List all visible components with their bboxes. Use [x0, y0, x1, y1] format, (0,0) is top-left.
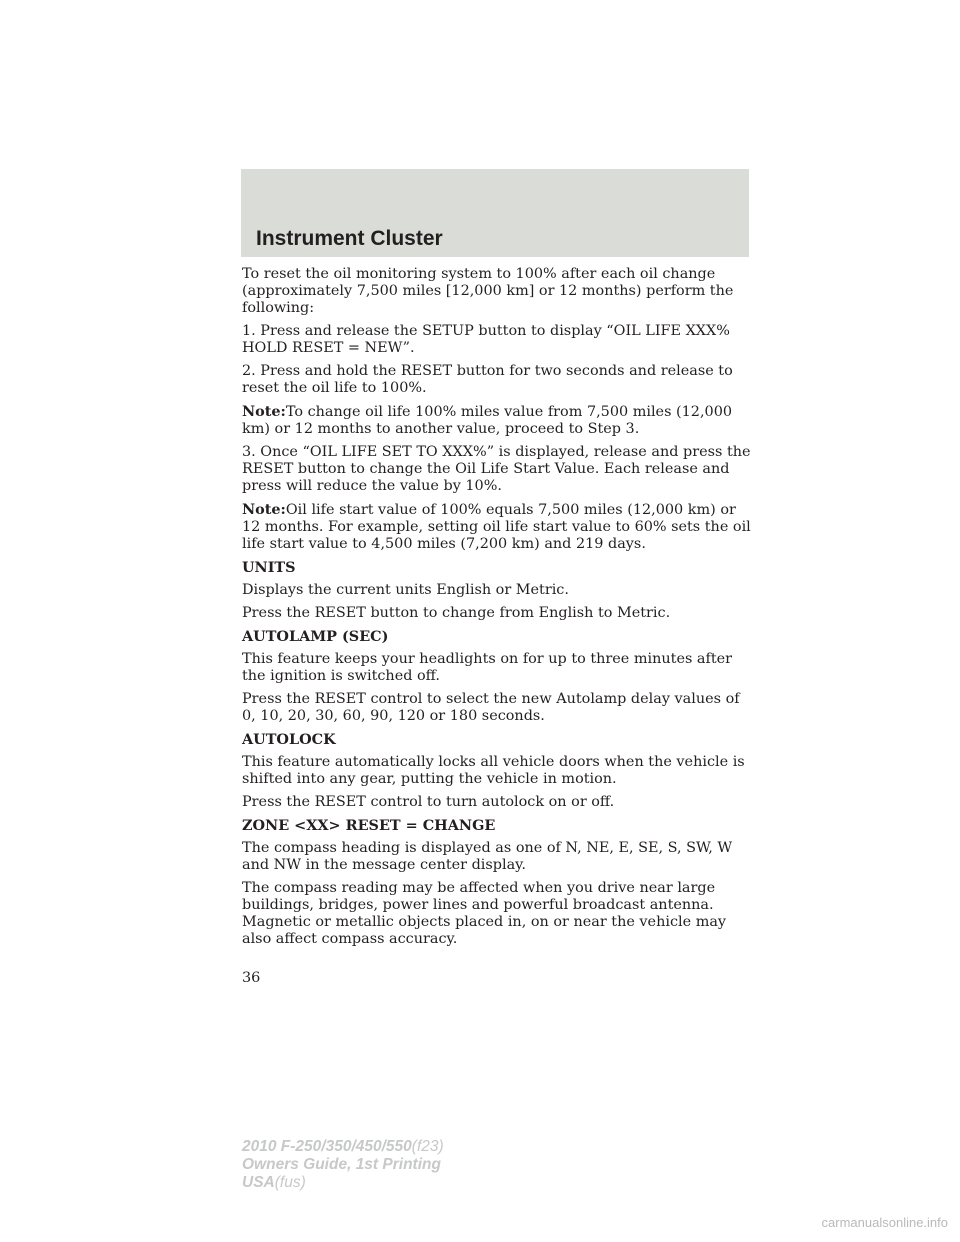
footer-line-1 — [242, 1138, 444, 1156]
autolamp-paragraph-2: Press the RESET control to select the new Autolamp delay values of 0, 10, 20, 30, 60, 90, 120 or 180 seconds. — [242, 691, 740, 724]
watermark-text: carmanualsonline.info — [821, 1215, 948, 1230]
footer-line-2: Owners Guide, 1st Printing — [242, 1156, 441, 1173]
intro-paragraph: To reset the oil monitoring system to 100% after each oil change (approximately 7,500 miles [12,000 km] or 12 months) perform the following: — [242, 266, 734, 316]
note-label: Note: — [242, 403, 286, 420]
units-heading: UNITS — [242, 559, 296, 576]
units-paragraph-2: Press the RESET button to change from English to Metric. — [242, 605, 671, 621]
autolamp-heading: AUTOLAMP (SEC) — [242, 628, 389, 645]
note-label: Note: — [242, 501, 286, 518]
step-1: 1. Press and release the SETUP button to display “OIL LIFE XXX% HOLD RESET = NEW”. — [242, 323, 730, 356]
step-2: 2. Press and hold the RESET button for two seconds and release to reset the oil life to 100%. — [242, 363, 733, 396]
units-paragraph-1: Displays the current units English or Metric. — [242, 582, 569, 598]
footer-line-3 — [242, 1174, 444, 1192]
print-footer — [242, 1138, 444, 1192]
zone-paragraph-1: The compass heading is displayed as one of N, NE, E, SE, S, SW, W and NW in the message center display. — [242, 840, 733, 873]
note-text: Oil life start value of 100% equals 7,500 miles (12,000 km) or 12 months. For example, setting oil life start value to 60% sets the oil life start value to 4,500 miles (7,200 km) and 219 days. — [242, 502, 751, 552]
zone-paragraph-2: The compass reading may be affected when you drive near large buildings, bridges, power lines and powerful broadcast antenna. Magnetic or metallic objects placed in, on or near the vehicle may also affect compass accuracy. — [242, 880, 727, 947]
autolamp-paragraph-1: This feature keeps your headlights on for up to three minutes after the ignition is switched off. — [242, 651, 733, 684]
autolock-paragraph-2: Press the RESET control to turn autolock on or off. — [242, 794, 615, 810]
page-number: 36 — [242, 970, 261, 986]
note-1 — [242, 403, 754, 438]
autolock-heading: AUTOLOCK — [242, 731, 336, 748]
footer-model: 2010 F-250/350/450/550 — [242, 1138, 412, 1155]
note-2 — [242, 501, 754, 553]
section-header-band — [241, 169, 749, 257]
manual-body — [242, 266, 754, 954]
note-text: To change oil life 100% miles value from 7,500 miles (12,000 km) or 12 months to another value, proceed to Step 3. — [242, 404, 733, 437]
footer-model-code: (f23) — [411, 1138, 444, 1155]
footer-market: USA — [242, 1174, 275, 1191]
footer-market-code: (fus) — [274, 1174, 306, 1191]
zone-heading: ZONE <XX> RESET = CHANGE — [242, 817, 496, 834]
step-3: 3. Once “OIL LIFE SET TO XXX%” is displayed, release and press the RESET button to change the Oil Life Start Value. Each release and press will reduce the value by 10%. — [242, 444, 751, 494]
autolock-paragraph-1: This feature automatically locks all vehicle doors when the vehicle is shifted into any gear, putting the vehicle in motion. — [242, 754, 745, 787]
section-title: Instrument Cluster — [256, 227, 443, 250]
